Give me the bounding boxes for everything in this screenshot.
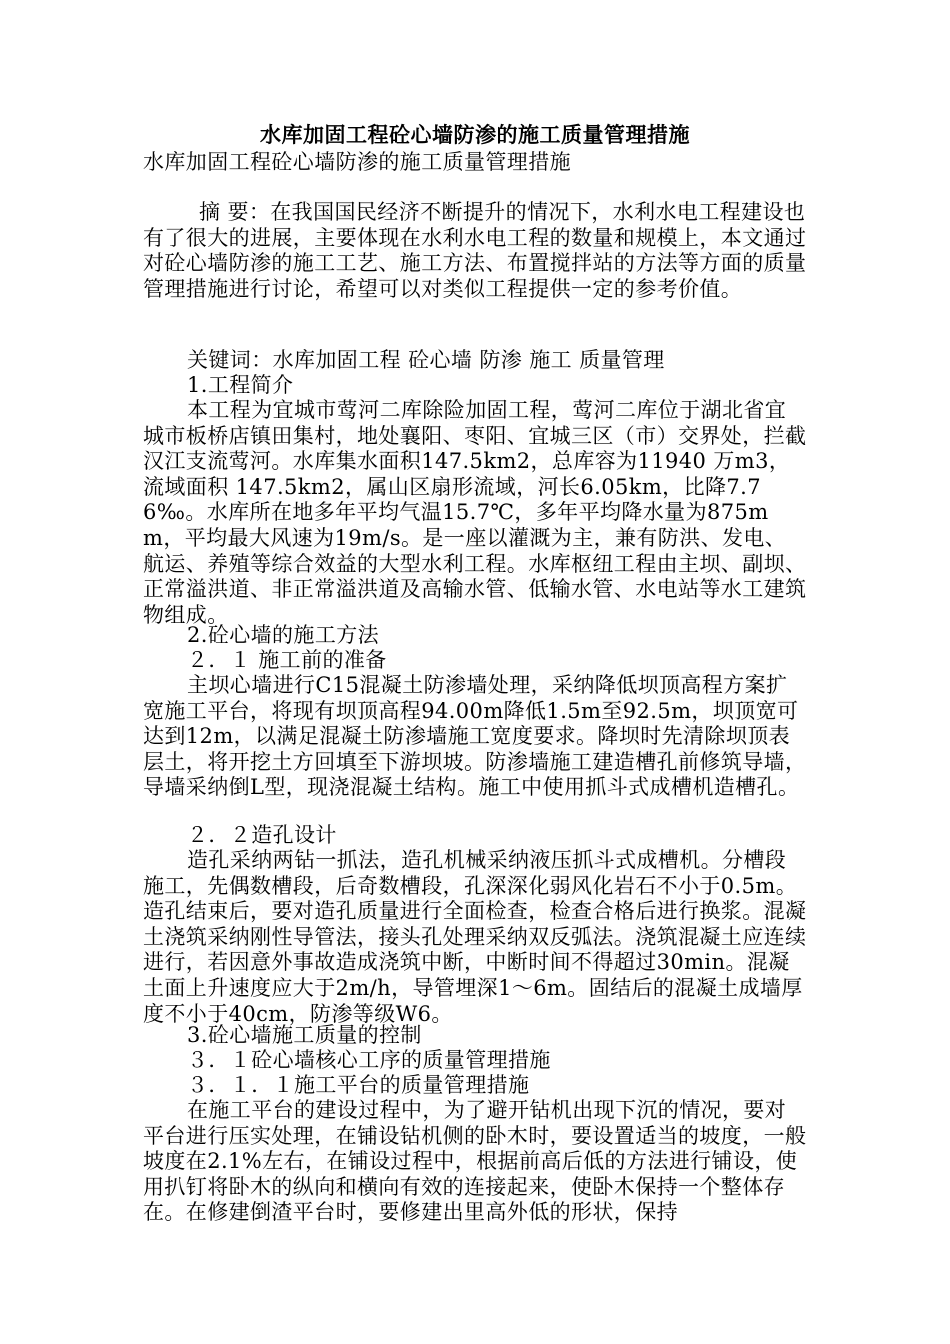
- subsection-heading-2-2: ２．２造孔设计: [187, 823, 337, 847]
- subsection-paragraph-3-1-1: 在施工平台的建设过程中，为了避开钻机出现下沉的情况，要对平台进行压实处理，在铺设钻机侧的卧木时，要设置适当的坡度，一般坡度在2.1%左右，在铺设过程中，根据前高后低的方法进行铺设，使用扒钉将卧木的纵向和横向有效的连接起来，使卧木保持一个整体存在。在修建倒渣平台时，要修建出里高外低的形状，保持: [143, 1098, 807, 1225]
- subsection-heading-2-1: ２．１ 施工前的准备: [187, 648, 387, 672]
- section-heading-1: 1.工程简介: [187, 373, 294, 397]
- keywords-line: 关键词：水库加固工程 砼心墙 防渗 施工 质量管理: [187, 348, 665, 372]
- section-paragraph-1: 本工程为宜城市莺河二库除险加固工程，莺河二库位于湖北省宜城市板桥店镇田集村，地处襄阳、枣阳、宜城三区（市）交界处，拦截汉江支流莺河。水库集水面积147.5km2，总库容为11940 万m3，流域面积 147.5km2，属山区扇形流域，河长6.05km，比降7.76‰。水库所在地多年平均气温15.7℃，多年平均降水量为875mm，平均最大风速为19m/s。是一座以灌溉为主，兼有防洪、发电、航运、养殖等综合效益的大型水利工程。水库枢纽工程由主坝、副坝、正常溢洪道、非正常溢洪道及高输水管、低输水管、水电站等水工建筑物组成。: [143, 398, 807, 627]
- subsection-heading-3-1-1: ３．１．１施工平台的质量管理措施: [187, 1073, 530, 1097]
- subsection-heading-3-1: ３．１砼心墙核心工序的质量管理措施: [187, 1048, 551, 1072]
- abstract-paragraph: 摘 要：在我国国民经济不断提升的情况下，水利水电工程建设也有了很大的进展，主要体现在水利水电工程的数量和规模上，本文通过对砼心墙防渗的施工工艺、施工方法、布置搅拌站的方法等方面的质量管理措施进行讨论，希望可以对类似工程提供一定的参考价值。: [143, 200, 807, 301]
- document-title: 水库加固工程砼心墙防渗的施工质量管理措施: [260, 123, 690, 147]
- subsection-paragraph-2-1: 主坝心墙进行C15混凝土防渗墙处理，采纳降低坝顶高程方案扩宽施工平台，将现有坝顶高程94.00m降低1.5m至92.5m，坝顶宽可达到12m，以满足混凝土防渗墙施工宽度要求。降坝时先清除坝顶表层土，将开挖土方回填至下游坝坡。防渗墙施工建造槽孔前修筑导墙，导墙采纳倒L型，现浇混凝土结构。施工中使用抓斗式成槽机造槽孔。: [143, 673, 807, 800]
- subsection-paragraph-2-2: 造孔采纳两钻一抓法，造孔机械采纳液压抓斗式成槽机。分槽段施工，先偶数槽段，后奇数槽段，孔深深化弱风化岩石不小于0.5m。造孔结束后，要对造孔质量进行全面检查，检查合格后进行换浆。混凝土浇筑采纳刚性导管法，接头孔处理采纳双反弧法。浇筑混凝土应连续进行，若因意外事故造成浇筑中断，中断时间不得超过30min。混凝土面上升速度应大于2m/h，导管埋深1～6m。固结后的混凝土成墙厚度不小于40cm，防渗等级W6。: [143, 848, 807, 1026]
- document-subtitle: 水库加固工程砼心墙防渗的施工质量管理措施: [143, 150, 571, 174]
- section-heading-3: 3.砼心墙施工质量的控制: [187, 1023, 422, 1047]
- section-heading-2: 2.砼心墙的施工方法: [187, 623, 380, 647]
